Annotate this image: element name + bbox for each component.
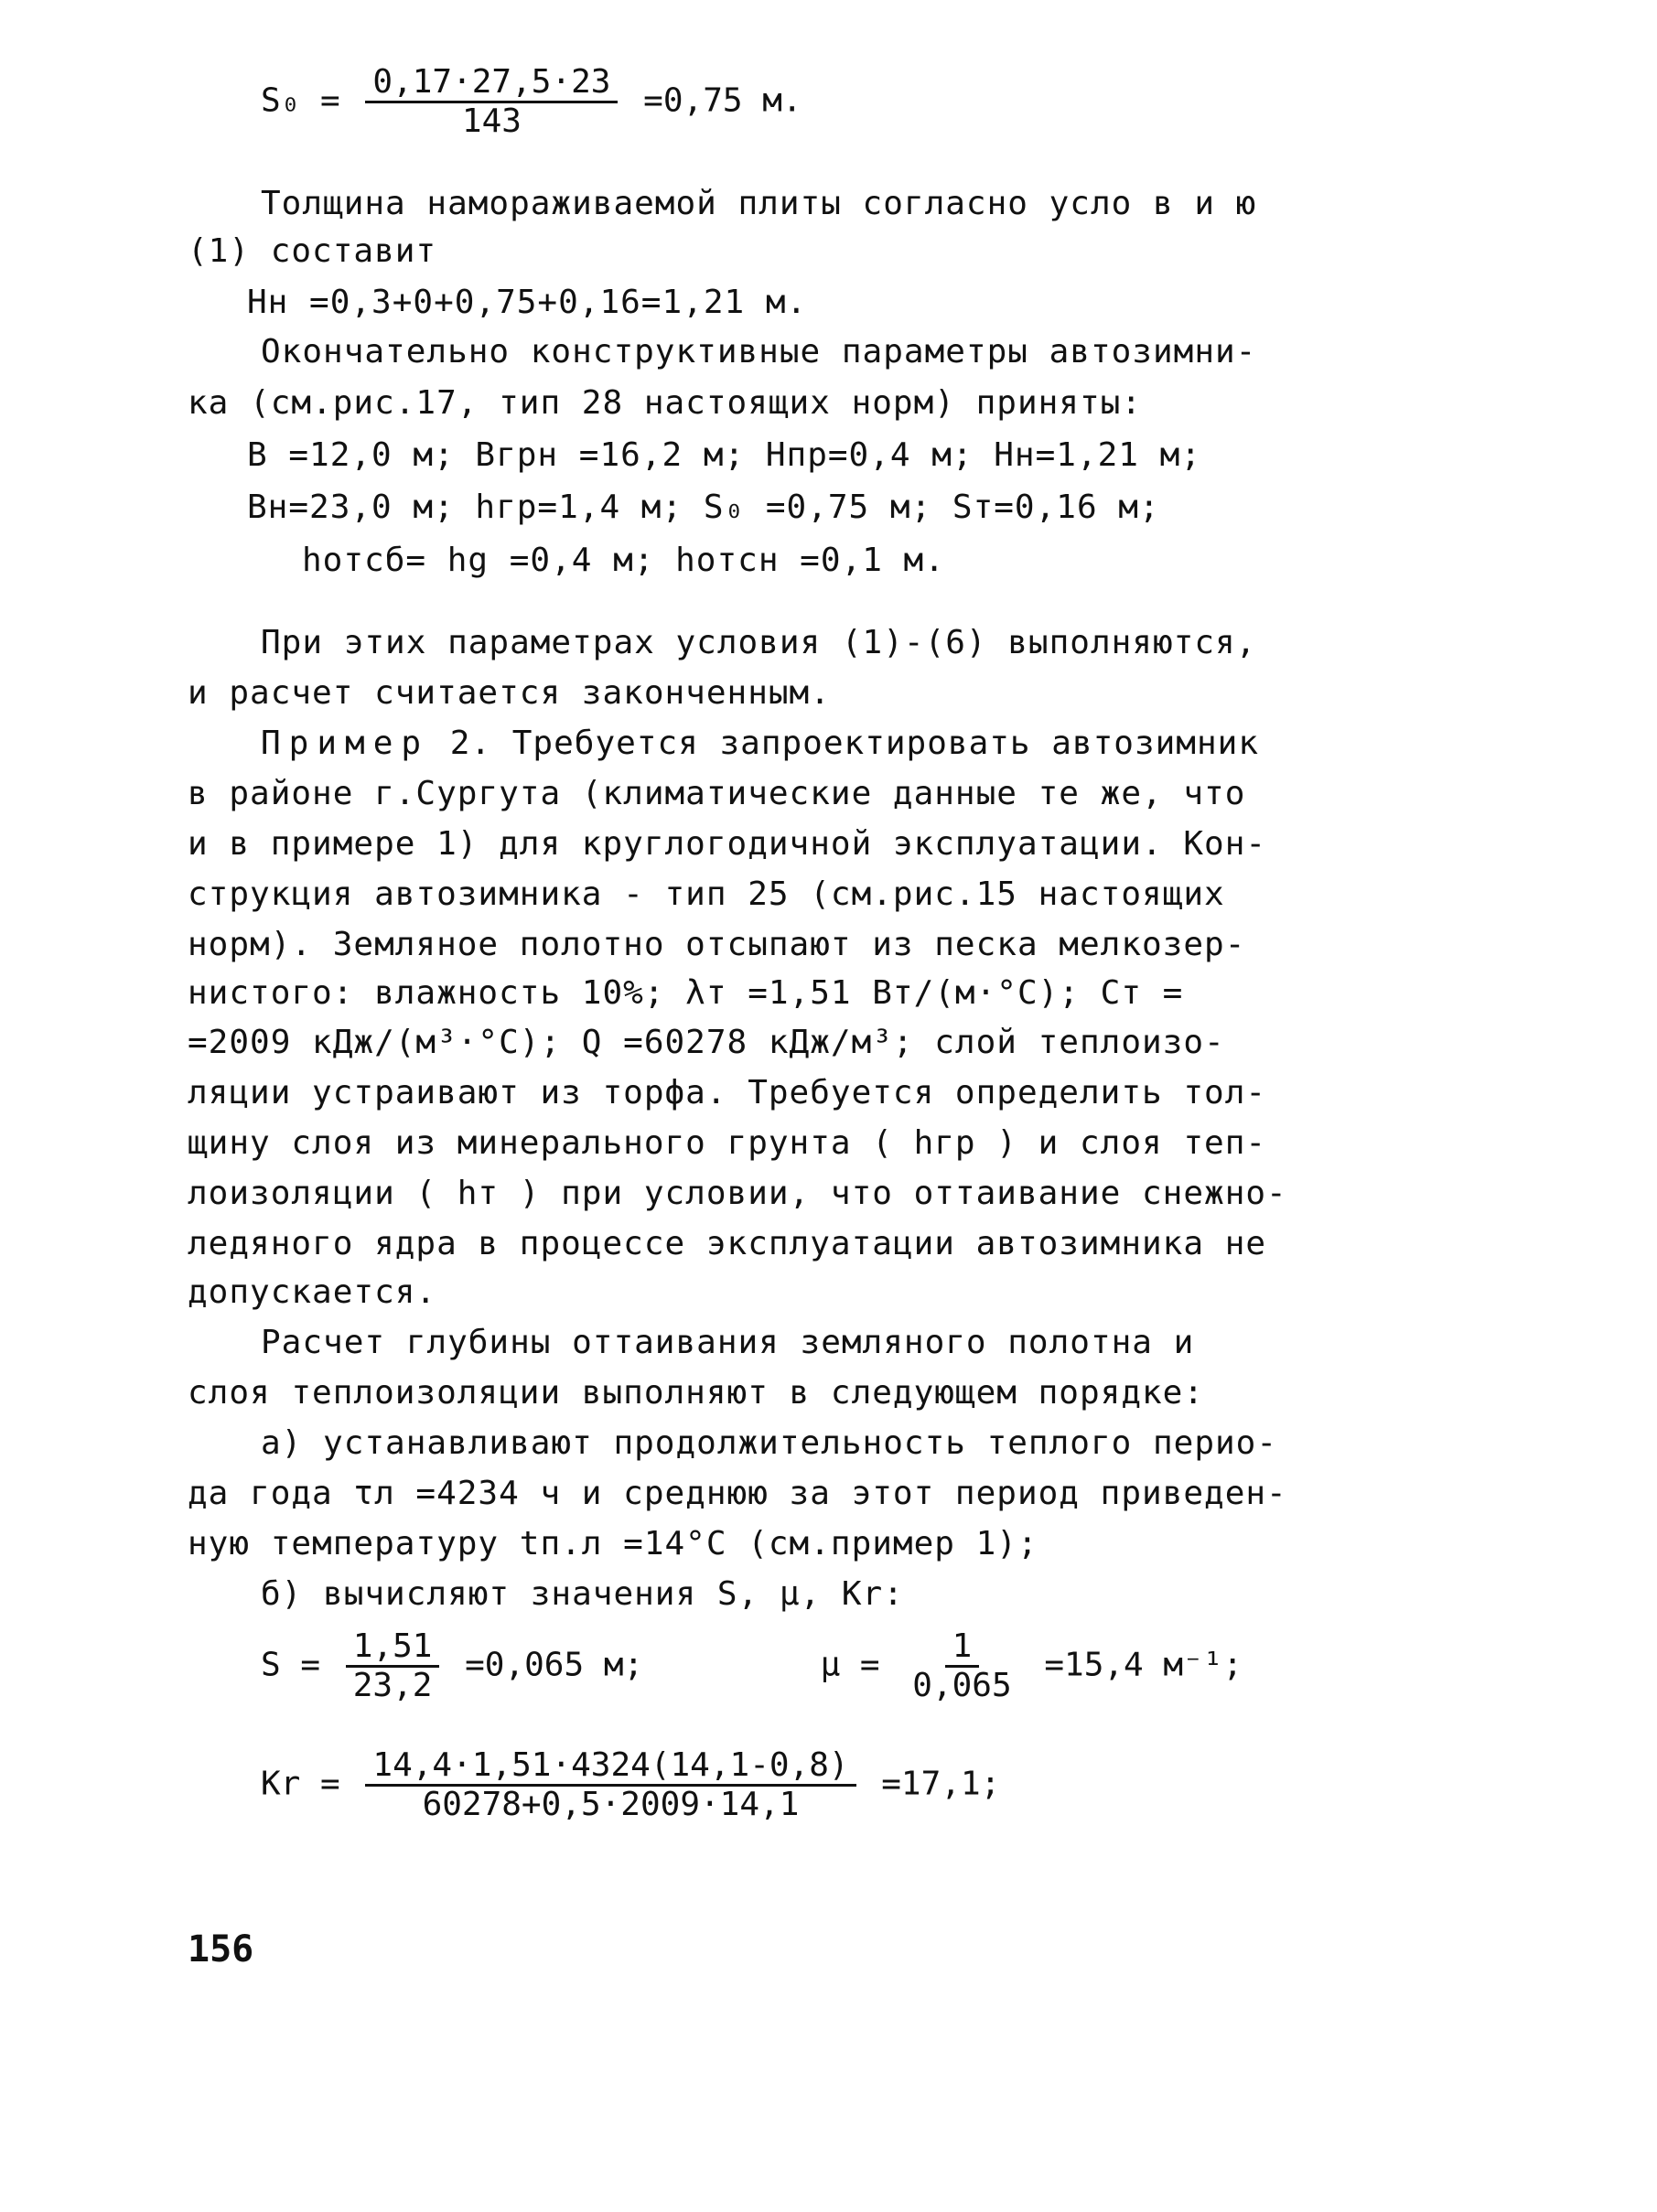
formula-lhs: S =	[261, 1646, 321, 1684]
text-line: B =12,0 м; Bгрн =16,2 м; Hпр=0,4 м; Hн=1,21 м;	[247, 436, 1201, 474]
text-line: струкция автозимника - тип 25 (см.рис.15 настоящих	[188, 875, 1225, 913]
text-line	[261, 723, 1259, 765]
example-label: Пример	[261, 725, 430, 762]
fraction-denominator: 143	[461, 102, 522, 140]
example-text: 2. Требуется запроектировать автозимник	[429, 725, 1259, 762]
formula-rhs: =0,75 м.	[643, 81, 802, 120]
formula-s0	[261, 64, 802, 140]
text-line: ледяного ядра в процессе эксплуатации автозимника не	[188, 1225, 1267, 1262]
text-line: лоизоляции ( hт ) при условии, что оттаивание снежно-	[188, 1175, 1287, 1212]
text-line: да года τл =4234 ч и среднюю за этот период приведен-	[188, 1475, 1287, 1512]
fraction	[905, 1628, 1018, 1704]
formula-lhs: Kr =	[261, 1765, 340, 1803]
fraction	[365, 1747, 855, 1823]
text-line: ную температуру tп.л =14°C (см.пример 1);	[188, 1525, 1038, 1562]
text-line: Hн =0,3+0+0,75+0,16=1,21 м.	[247, 284, 808, 321]
text-line: щину слоя из минерального грунта ( hгр ) и слоя теп-	[188, 1124, 1267, 1162]
page-number: 156	[188, 1928, 254, 1970]
text-line: Толщина намораживаемой плиты согласно усло в и ю	[261, 185, 1257, 222]
text-line: в районе г.Сургута (климатические данные те же, что	[188, 775, 1246, 812]
text-line: и в примере 1) для круглогодичной эксплуатации. Кон-	[188, 825, 1267, 863]
formula-rhs: =17,1;	[881, 1765, 1001, 1803]
text-line: норм). Земляное полотно отсыпают из песка мелкозер-	[188, 926, 1246, 963]
text-line: слоя теплоизоляции выполняют в следующем порядке:	[188, 1374, 1205, 1412]
formula-lhs: μ =	[820, 1646, 880, 1684]
fraction-numerator: 1,51	[346, 1628, 440, 1668]
text-line: ляции устраивают из торфа. Требуется определить тол-	[188, 1074, 1267, 1111]
fraction	[365, 64, 618, 140]
text-line: hотсб= hg =0,4 м; hотсн =0,1 м.	[302, 542, 945, 579]
text-line: Расчет глубины оттаивания земляного полотна и	[261, 1324, 1195, 1361]
text-line: Окончательно конструктивные параметры автозимни-	[261, 333, 1257, 370]
fraction-numerator: 14,4·1,51·4324(14,1-0,8)	[365, 1747, 855, 1787]
formula-s-mu	[261, 1628, 1243, 1704]
formula-rhs: =15,4 м⁻¹;	[1044, 1646, 1243, 1684]
formula-lhs: S₀ =	[261, 81, 340, 120]
fraction-numerator: 1	[945, 1628, 980, 1668]
fraction-numerator: 0,17·27,5·23	[365, 64, 618, 103]
text-line: допускается.	[188, 1273, 437, 1311]
text-line: б) вычисляют значения S, μ, Kr:	[261, 1575, 904, 1613]
text-line: =2009 кДж/(м³·°C); Q =60278 кДж/м³; слой теплоизо-	[188, 1024, 1225, 1061]
text-line: и расчет считается законченным.	[188, 674, 831, 712]
text-line: ка (см.рис.17, тип 28 настоящих норм) приняты:	[188, 384, 1142, 422]
text-line: (1) составит	[188, 232, 437, 270]
formula-kr	[261, 1747, 1000, 1823]
text-line: Bн=23,0 м; hгр=1,4 м; S₀ =0,75 м; Sт=0,16 м;	[247, 489, 1160, 526]
fraction-denominator: 60278+0,5·2009·14,1	[422, 1786, 800, 1823]
text-line: При этих параметрах условия (1)-(6) выполняются,	[261, 624, 1257, 661]
fraction-denominator: 23,2	[352, 1667, 433, 1704]
fraction-denominator: 0,065	[912, 1667, 1012, 1704]
text-line: а) устанавливают продолжительность теплого перио-	[261, 1424, 1278, 1462]
fraction	[346, 1628, 440, 1704]
text-line: нистого: влажность 10%; λт =1,51 Вт/(м·°C); Cт =	[188, 974, 1184, 1012]
formula-rhs: =0,065 м;	[465, 1646, 644, 1684]
